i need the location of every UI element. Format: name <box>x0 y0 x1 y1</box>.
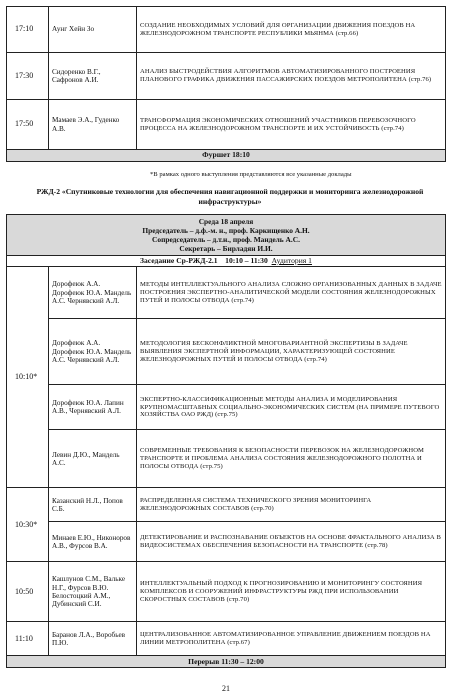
talk-title: ЦЕНТРАЛИЗОВАННОЕ АВТОМАТИЗИРОВАННОЕ УПРАВЛЕНИЕ ДВИЖЕНИЕМ ПОЕЗДОВ НА ЛИНИИ МЕТРОПОЛИТЕНА (стр.67) <box>137 622 446 656</box>
session-header-row <box>7 215 446 256</box>
break-row: Перерыв 11:30 – 12:00 <box>7 656 446 668</box>
talk-authors: Минаев Е.Ю., Никоноров А.В., Фурсов В.А. <box>49 522 137 562</box>
talk-time: 17:30 <box>7 53 49 100</box>
talk-title: СОЗДАНИЕ НЕОБХОДИМЫХ УСЛОВИЙ ДЛЯ ОРГАНИЗАЦИИ ДВИЖЕНИЯ ПОЕЗДОВ НА ЖЕЛЕЗНОДОРОЖНОМ ТРАНСПОРТЕ РЕСПУБЛИКИ МЬЯНМА (стр.66) <box>137 7 446 53</box>
talk-authors: Казанский Н.Л., Попов С.Б. <box>49 488 137 522</box>
table-row <box>7 267 446 319</box>
session-schedule-table <box>6 214 446 668</box>
talk-time: 10:50 <box>7 562 49 622</box>
table-row <box>7 430 446 488</box>
section-title: РЖД-2 «Спутниковые технологии для обеспечения навигационной поддержки и мониторинга железнодорожной инфраструктуры» <box>36 187 424 206</box>
talk-authors: Мамаев Э.А., Гуденко А.В. <box>49 100 137 150</box>
session-label-row <box>7 256 446 267</box>
table-row <box>7 488 446 522</box>
furshet-row: Фуршет 18:10 <box>7 150 446 162</box>
session-cochair: Сопредседатель – д.т.н., проф. Мандель А.С. <box>152 235 300 244</box>
talk-authors: Сидоренко В.Г., Сафронов А.И. <box>49 53 137 100</box>
talk-title: РАСПРЕДЕЛЕННАЯ СИСТЕМА ТЕХНИЧЕСКОГО ЗРЕНИЯ МОНИТОРИНГА ЖЕЛЕЗНОДОРОЖНЫХ СОСТАВОВ (стр.70) <box>137 488 446 522</box>
table-row <box>7 622 446 656</box>
talk-title: ЭКСПЕРТНО-КЛАССИФИКАЦИОННЫЕ МЕТОДЫ АНАЛИЗА И МОДЕЛИРОВАНИЯ КРУПНОМАСШТАБНЫХ СОЦИАЛЬНО-ЭКОНОМИЧЕСКИХ СИСТЕМ (НА ПРИМЕРЕ ПУТЕВОГО ХОЗЯЙСТВА ОАО РЖД) (стр.75) <box>137 385 446 430</box>
talk-title: ИНТЕЛЛЕКТУАЛЬНЫЙ ПОДХОД К ПРОГНОЗИРОВАНИЮ И МОНИТОРИНГУ СОСТОЯНИЯ КОМПЛЕКСОВ И СООРУЖЕНИЙ ИНФРАСТРУКТУРЫ РЖД ПРИ ИСПОЛЬЗОВАНИИ СКОРОСТНЫХ СОСТАВОВ (стр.70) <box>137 562 446 622</box>
talk-time: 10:10* <box>7 267 49 488</box>
session-label-cell <box>7 256 446 267</box>
talk-authors: Дорофеюк Ю.А. Лапин А.В., Чернявский А.Л. <box>49 385 137 430</box>
talk-authors: Дорофеюк А.А. Дорофеюк Ю.А. Мандель А.С. Чернявский А.Л. <box>49 267 137 319</box>
table-row <box>7 100 446 150</box>
session-time: 10:10 – 11:30 <box>225 256 268 265</box>
talk-time: 17:10 <box>7 7 49 53</box>
talk-title: АНАЛИЗ БЫСТРОДЕЙСТВИЯ АЛГОРИТМОВ АВТОМАТИЗИРОВАННОГО ПОСТРОЕНИЯ ПЛАНОВОГО ГРАФИКА ДВИЖЕНИЯ ПАССАЖИРСКИХ ПОЕЗДОВ МЕТРОПОЛИТЕНА (стр.76) <box>137 53 446 100</box>
talk-time: 17:50 <box>7 100 49 150</box>
table-row <box>7 319 446 385</box>
session-chair: Председатель – д.ф.-м. н., проф. Каркищенко А.Н. <box>142 226 310 235</box>
talk-time: 10:30* <box>7 488 49 562</box>
page-number: 21 <box>222 684 230 693</box>
table-row <box>7 562 446 622</box>
session-room: Аудитория 1 <box>271 256 312 265</box>
session-secretary: Секретарь – Бирладян И.И. <box>179 244 273 253</box>
talk-title: МЕТОДОЛОГИЯ БЕСКОНФЛИКТНОЙ МНОГОВАРИАНТНОЙ ЭКСПЕРТИЗЫ В ЗАДАЧЕ ВЫЯВЛЕНИЯ ЭКСПЕРТНОЙ ИНФОРМАЦИИ, ХАРАКТЕРИЗУЮЩЕЙ СОСТОЯНИЕ ЖЕЛЕЗНОДОРОЖНЫХ ПУТЕЙ И ПОЛОСЫ ОТВОДА (стр.74) <box>137 319 446 385</box>
table-row <box>7 385 446 430</box>
table-row <box>7 53 446 100</box>
talk-time: 11:10 <box>7 622 49 656</box>
table-row <box>7 656 446 668</box>
footnote: *В рамках одного выступления представляются все указанные доклады <box>150 171 352 178</box>
talk-title: МЕТОДЫ ИНТЕЛЛЕКТУАЛЬНОГО АНАЛИЗА СЛОЖНО ОРГАНИЗОВАННЫХ ДАННЫХ В ЗАДАЧЕ ПОСТРОЕНИЯ ЭКСПЕРТНО-АНАЛИТИЧЕСКОЙ МОДЕЛИ СОСТОЯНИЯ ЖЕЛЕЗНОДОРОЖНЫХ ПУТЕЙ И ПОЛОСЫ ОТВОДА (стр.74) <box>137 267 446 319</box>
session-date: Среда 18 апреля <box>198 217 254 226</box>
table-row <box>7 7 446 53</box>
session-label: Заседание Ср-РЖД-2.1 <box>140 256 218 265</box>
table-row <box>7 522 446 562</box>
talk-authors: Левин Д.Ю., Мандель А.С. <box>49 430 137 488</box>
talk-title: СОВРЕМЕННЫЕ ТРЕБОВАНИЯ К БЕЗОПАСНОСТИ ПЕРЕВОЗОК НА ЖЕЛЕЗНОДОРОЖНОМ ТРАНСПОРТЕ И ПРОБЛЕМА АНАЛИЗА СОСТОЯНИЯ ЖЕЛЕЗНОДОРОЖНОГО ПОЛОТНА И ПОЛОСЫ ОТВОДА (стр.75) <box>137 430 446 488</box>
talk-title: ДЕТЕКТИРОВАНИЕ И РАСПОЗНАВАНИЕ ОБЪЕКТОВ НА ОСНОВЕ ФРАКТАЛЬНОГО АНАЛИЗА В ВИДЕОСИСТЕМАХ ОБЕСПЕЧЕНИЯ БЕЗОПАСНОСТИ НА ТРАНСПОРТЕ (стр.78) <box>137 522 446 562</box>
talk-title: ТРАНСФОРМАЦИЯ ЭКОНОМИЧЕСКИХ ОТНОШЕНИЙ УЧАСТНИКОВ ПЕРЕВОЗОЧНОГО ПРОЦЕССА НА ЖЕЛЕЗНОДОРОЖНОМ ТРАНСПОРТЕ И ИХ УСТОЙЧИВОСТЬ (стр.74) <box>137 100 446 150</box>
table-row <box>7 150 446 162</box>
top-schedule-table <box>6 6 446 162</box>
talk-authors: Аунг Хейн Зо <box>49 7 137 53</box>
talk-authors: Баранов Л.А., Воробьев П.Ю. <box>49 622 137 656</box>
talk-authors: Дорофеюк А.А. Дорофеюк Ю.А. Мандель А.С. Чернявский А.Л. <box>49 319 137 385</box>
session-header <box>7 215 446 256</box>
talk-authors: Кашлунов С.М., Вальке Н.Г., Фурсов В.Ю. Белостоцкий А.М., Дубинский С.И. <box>49 562 137 622</box>
